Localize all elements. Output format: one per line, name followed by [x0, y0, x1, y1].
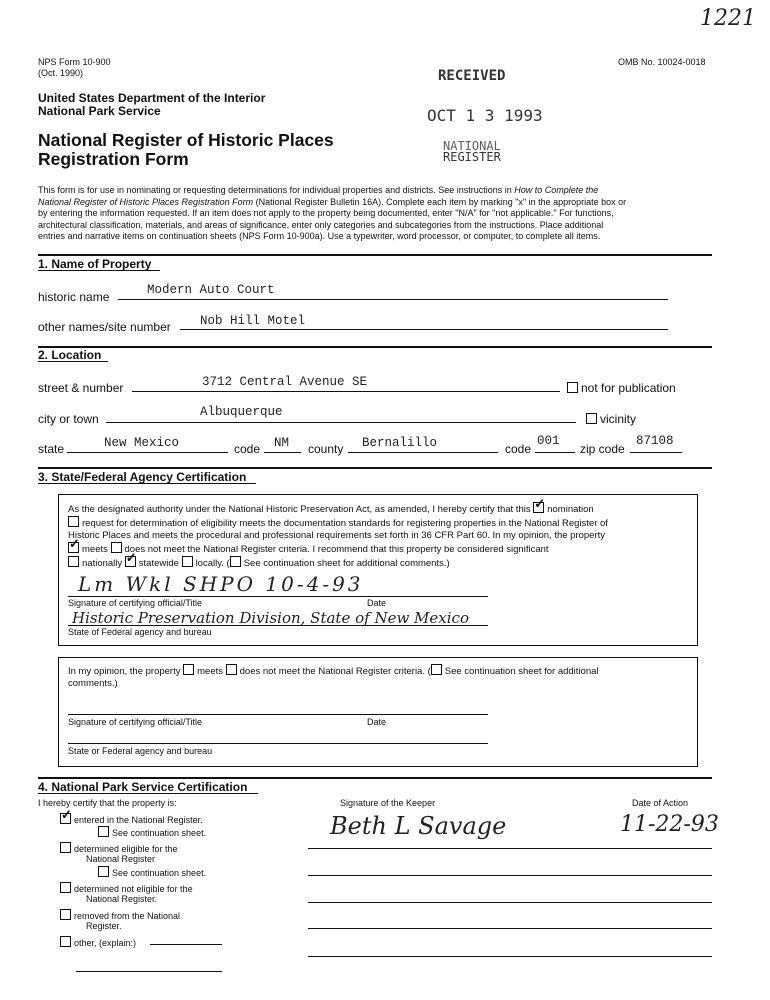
determined-eligible-line2: National Register	[86, 854, 156, 864]
see-continuation-2[interactable]: See continuation sheet.	[98, 866, 206, 879]
state-label: state	[38, 442, 65, 456]
signature-label: Signature of certifying official/Title	[68, 598, 203, 608]
city-label: city or town	[38, 412, 99, 426]
agency-handwriting: Historic Preservation Division, State of New Mexico	[72, 609, 469, 627]
entered-checkbox[interactable]	[60, 813, 71, 824]
department: United States Department of the Interior	[38, 91, 266, 105]
date2-label: Date	[367, 717, 387, 727]
street-value[interactable]: 3712 Central Avenue SE	[202, 375, 368, 389]
not-for-publication-checkbox[interactable]	[567, 382, 578, 393]
vicinity[interactable]: vicinity	[586, 412, 636, 426]
stamp-register: REGISTER	[443, 150, 501, 164]
omb-number: OMB No. 10024-0018	[618, 57, 706, 67]
nps-cert-intro: I hereby certify that the property is:	[38, 798, 177, 808]
city-value[interactable]: Albuquerque	[200, 405, 283, 419]
opinion-does-not-meet-checkbox[interactable]	[226, 664, 237, 675]
action-date-handwritten: 11-22-93	[620, 812, 719, 837]
historic-name-value[interactable]: Modern Auto Court	[147, 283, 275, 297]
date-label: Date	[367, 598, 387, 608]
form-title-1: National Register of Historic Places	[38, 130, 334, 150]
determined-eligible-checkbox[interactable]	[60, 842, 71, 853]
keeper-signature: Beth L Savage	[330, 812, 507, 840]
not-eligible-checkbox[interactable]	[60, 882, 71, 893]
intro-text: This form is for use in nominating or requesting determinations for individual properties and districts. See instructions in How to Complete the National Register of Historic Places Registration Form (National Register Bulletin 16A). Complete each item by marking "x" in the appropriate box or by entering the information requested. If an item does not apply to the property being documented, enter "N/A" for "not applicable." For functions, architectural classification, materials, and areas of significance, enter only categories and subcategories from the instructions. Place additional entries and narrative items on continuation sheets (NPS Form 10-900a). Use a typewriter, word processor, or computer, to complete all items.	[38, 185, 627, 241]
opinion-continuation-checkbox[interactable]	[431, 664, 442, 675]
other-option[interactable]: other, (explain:)	[60, 936, 136, 949]
stamp-date: OCT 1 3 1993	[427, 106, 543, 125]
keeper-signature-label: Signature of the Keeper	[340, 798, 436, 808]
county-code-label: code	[505, 442, 532, 456]
nomination-checkbox[interactable]	[533, 502, 544, 513]
other-names-label: other names/site number	[38, 320, 171, 334]
corner-note: 1221	[700, 6, 756, 31]
nationally-checkbox[interactable]	[68, 556, 79, 567]
continuation-2-checkbox[interactable]	[98, 866, 109, 877]
stamp-national: NATIONAL	[443, 139, 501, 153]
received-stamp: RECEIVED	[438, 68, 506, 84]
continuation-1-checkbox[interactable]	[98, 826, 109, 837]
county-label: county	[308, 442, 344, 456]
agency2-label: State or Federal agency and bureau	[68, 746, 213, 756]
state-code-value[interactable]: NM	[274, 436, 290, 450]
entered-option[interactable]: ✓entered in the National Register.	[60, 813, 203, 826]
opinion-text: In my opinion, the property meets does not meet the National Register criteria. ( See continuation sheet for additional comments.)	[68, 666, 599, 689]
county-value[interactable]: Bernalillo	[362, 436, 438, 450]
removed-option[interactable]: removed from the National	[60, 909, 180, 922]
does-not-meet-checkbox[interactable]	[111, 542, 122, 553]
zip-value[interactable]: 87108	[636, 434, 674, 448]
other-names-value[interactable]: Nob Hill Motel	[200, 314, 306, 328]
locally-checkbox[interactable]	[182, 556, 193, 567]
form-id: NPS Form 10-900	[38, 57, 111, 67]
date-of-action-label: Date of Action	[632, 798, 689, 808]
determined-eligible-option[interactable]: determined eligible for the	[60, 842, 178, 855]
section-3-title: 3. State/Federal Agency Certification	[38, 470, 247, 484]
not-for-publication[interactable]: not for publication	[567, 381, 676, 395]
not-eligible-line2: National Register.	[86, 894, 158, 904]
section-4-title: 4. National Park Service Certification	[38, 780, 248, 794]
removed-checkbox[interactable]	[60, 909, 71, 920]
state-code-label: code	[234, 442, 261, 456]
see-continuation-1[interactable]: See continuation sheet.	[98, 826, 206, 839]
agency-label: State of Federal agency and bureau	[68, 627, 212, 637]
service: National Park Service	[38, 104, 161, 118]
form-title-2: Registration Form	[38, 149, 189, 169]
not-eligible-option[interactable]: determined not eligible for the	[60, 882, 193, 895]
historic-name-label: historic name	[38, 290, 110, 304]
state-cert-text: As the designated authority under the National Historic Preservation Act, as amended, I hereby certify that this ✓ nomination request for determination of eligibility meets the documentation standards for registering properties in the National Register of Historic Places and meets the procedural and professional requirements set forth in 36 CFR Part 60. In my opinion, the property ✓meets does not meet the National Register criteria. I recommend that this property be considered significant nationally ✓ statewide locally. ( See continuation sheet for additional comments.)	[68, 502, 688, 570]
opinion-meets-checkbox[interactable]	[183, 664, 194, 675]
street-label: street & number	[38, 381, 124, 395]
request-checkbox[interactable]	[68, 516, 79, 527]
meets-checkbox[interactable]	[68, 542, 79, 553]
state-value[interactable]: New Mexico	[104, 436, 180, 450]
continuation-checkbox[interactable]	[230, 556, 241, 567]
form-date: (Oct. 1990)	[38, 68, 84, 78]
section-2-title: 2. Location	[38, 348, 102, 362]
removed-line2: Register.	[86, 921, 122, 931]
other-checkbox[interactable]	[60, 936, 71, 947]
section-1-title: 1. Name of Property	[38, 257, 152, 271]
zip-label: zip code	[580, 442, 625, 456]
certifying-signature: Lm Wkl SHPO 10-4-93	[78, 572, 364, 596]
county-code-value[interactable]: 001	[537, 434, 560, 448]
signature2-label: Signature of certifying official/Title	[68, 717, 203, 727]
statewide-checkbox[interactable]	[125, 556, 136, 567]
vicinity-checkbox[interactable]	[586, 413, 597, 424]
